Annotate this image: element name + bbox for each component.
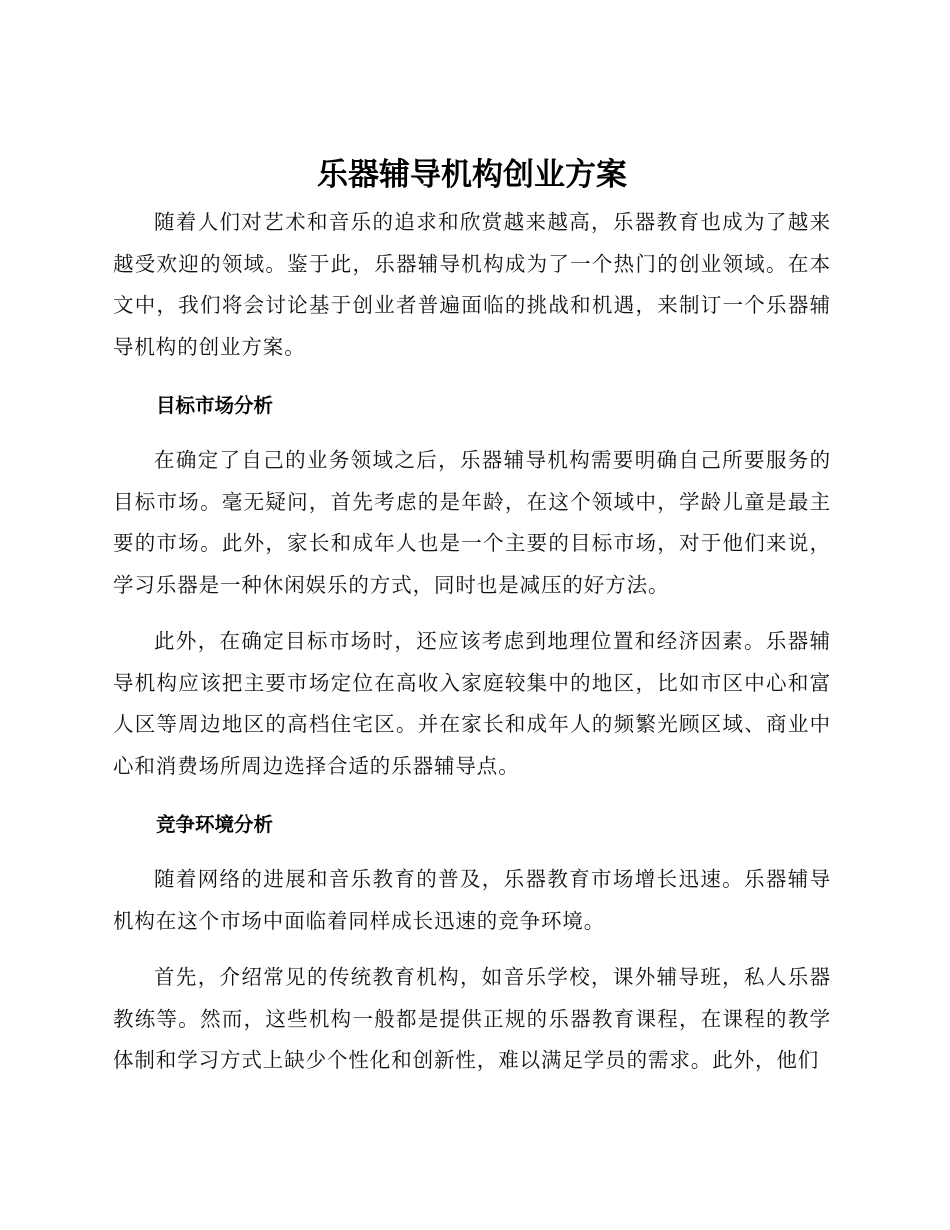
- section-heading-target-market: 目标市场分析: [156, 394, 274, 417]
- body-paragraph: 首先，介绍常见的传统教育机构，如音乐学校，课外辅导班，私人乐器教练等。然而，这些机构一般都是提供正规的乐器教育课程，在课程的教学体制和学习方式上缺少个性化和创新性，难以满足学员的需求。此外，他们: [113, 965, 831, 1072]
- intro-paragraph: 随着人们对艺术和音乐的追求和欣赏越来越高，乐器教育也成为了越来越受欢迎的领域。鉴于此，乐器辅导机构成为了一个热门的创业领域。在本文中，我们将会讨论基于创业者普遍面临的挑战和机遇，来制订一个乐器辅导机构的创业方案。: [113, 210, 831, 359]
- body-paragraph: 在确定了自己的业务领域之后，乐器辅导机构需要明确自己所要服务的目标市场。毫无疑问，首先考虑的是年龄，在这个领域中，学龄儿童是最主要的市场。此外，家长和成年人也是一个主要的目标市场，对于他们来说，学习乐器是一种休闲娱乐的方式，同时也是减压的好方法。: [113, 448, 831, 597]
- document-title: 乐器辅导机构创业方案: [317, 157, 627, 193]
- document-body: [113, 148, 831, 1082]
- body-paragraph: 随着网络的进展和音乐教育的普及，乐器教育市场增长迅速。乐器辅导机构在这个市场中面临着同样成长迅速的竞争环境。: [113, 867, 831, 933]
- body-paragraph: 此外，在确定目标市场时，还应该考虑到地理位置和经济因素。乐器辅导机构应该把主要市场定位在高收入家庭较集中的地区，比如市区中心和富人区等周边地区的高档住宅区。并在家长和成年人的频繁光顾区域、商业中心和消费场所周边选择合适的乐器辅导点。: [113, 629, 831, 778]
- section-heading-competition: 竞争环境分析: [156, 813, 274, 836]
